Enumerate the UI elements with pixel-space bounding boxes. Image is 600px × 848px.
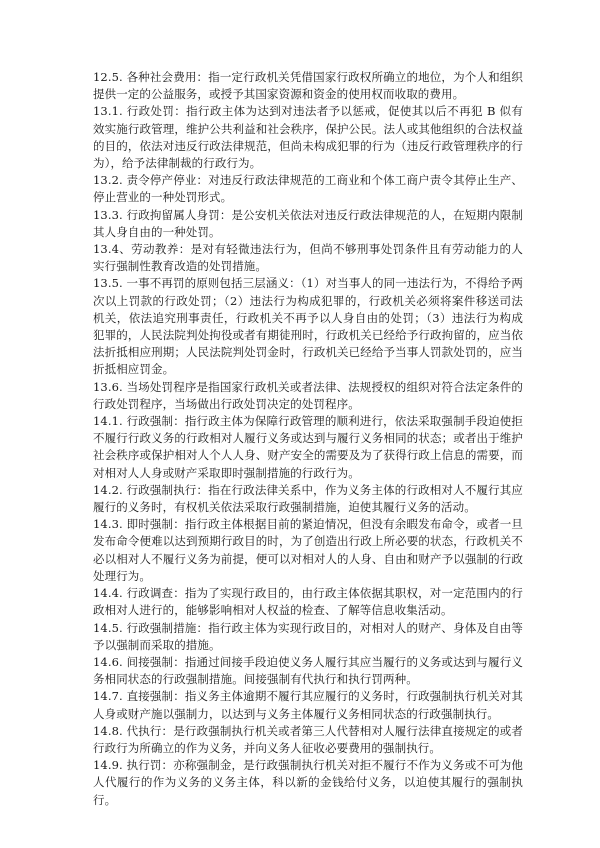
paragraph-13-3: 13.3. 行政拘留属人身罚：是公安机关依法对违反行政法律规范的人，在短期内限制其人身自由的一种处罚。 — [93, 207, 523, 239]
document-body — [93, 69, 523, 809]
paragraph-14-3: 14.3. 即时强制：指行政主体根据目前的紧迫情况，但没有余暇发布命令，或者一旦发布命令便难以达到预期行政目的时，为了创造出行政上所必要的状态，行政机关不必以相对人不履行义务为前提，便可以对相对人的人身、自由和财产予以强制的行政处理行为。 — [93, 517, 523, 583]
paragraph-13-5: 13.5. 一事不再罚的原则包括三层涵义：（1）对当事人的同一违法行为，不得给予两次以上罚款的行政处罚；（2）违法行为构成犯罪的，行政机关必须将案件移送司法机关，依法追究刑事责任，行政机关不再予以人身自由的处罚；（3）违法行为构成犯罪的，人民法院判处拘役或者有期徒刑时，行政机关已经给予行政拘留的，应当依法折抵相应刑期；人民法院判处罚金时，行政机关已经给予当事人罚款处罚的，应当折抵相应罚金。 — [93, 276, 523, 377]
paragraph-14-6: 14.6. 间接强制：指通过间接手段迫使义务人履行其应当履行的义务或达到与履行义务相同状态的行政强制措施。间接强制有代执行和执行罚两种。 — [93, 654, 523, 687]
paragraph-14-9: 14.9. 执行罚：亦称强制金，是行政强制执行机关对拒不履行不作为义务或不可为他人代履行的作为义务的义务主体，科以新的金钱给付义务，以迫使其履行的强制执行。 — [93, 758, 523, 807]
paragraph-13-2: 13.2. 责令停产停业：对违反行政法律规范的工商业和个体工商户责令其停止生产、停止营业的一种处罚形式。 — [93, 173, 523, 205]
paragraph-12-5: 12.5. 各种社会费用：指一定行政机关凭借国家行政权所确立的地位，为个人和组织提供一定的公益服务，或授予其国家资源和资金的使用权而收取的费用。 — [93, 70, 523, 102]
paragraph-13-1: 13.1. 行政处罚：指行政主体为达到对违法者予以惩戒，促使其以后不再犯 B 似有效实施行政管理，维护公共利益和社会秩序，保护公民。法人或其他组织的合法权益的目的，依法对违反行政法律规范，但尚未构成犯罪的行为（违反行政管理秩序的行为），给予法律制裁的行政行为。 — [93, 104, 523, 171]
paragraph-14-5: 14.5. 行政强制措施：指行政主体为实现行政目的，对相对人的财产、身体及自由等予以强制而采取的措施。 — [93, 620, 523, 652]
paragraph-13-4: 13.4、劳动教养：是对有轻微违法行为，但尚不够刑事处罚条件且有劳动能力的人实行强制性教育改造的处罚措施。 — [93, 242, 523, 274]
paragraph-14-7: 14.7. 直接强制：指义务主体逾期不履行其应履行的义务时，行政强制执行机关对其人身或财产施以强制力，以达到与义务主体履行义务相同状态的行政强制执行。 — [93, 689, 523, 721]
paragraph-14-2: 14.2. 行政强制执行：指在行政法律关系中，作为义务主体的行政相对人不履行其应履行的义务时，有权机关依法采取行政强制措施，迫使其履行义务的活动。 — [93, 482, 523, 515]
paragraph-14-1: 14.1. 行政强制：指行政主体为保障行政管理的顺利进行，依法采取强制手段迫使拒不履行行政义务的行政相对人履行义务或达到与履行义务相同的状态；或者出于维护社会秩序或保护相对人个人人身、财产安全的需要及为了获得行政上信息的需要，而对相对人人身或财产采取即时强制措施的行政行为。 — [93, 414, 523, 480]
paragraph-13-6: 13.6. 当场处罚程序是指国家行政机关或者法律、法规授权的组织对符合法定条件的行政处罚程序，当场做出行政处罚决定的处罚程序。 — [93, 379, 523, 411]
paragraph-14-4: 14.4. 行政调查：指为了实现行政目的，由行政主体依据其职权，对一定范围内的行政相对人进行的，能够影响相对人权益的检查、了解等信息收集活动。 — [93, 586, 523, 618]
paragraph-14-8: 14.8. 代执行：是行政强制执行机关或者第三人代替相对人履行法律直接规定的或者行政行为所确立的作为义务，并向义务人征收必要费用的强制执行。 — [93, 723, 523, 755]
